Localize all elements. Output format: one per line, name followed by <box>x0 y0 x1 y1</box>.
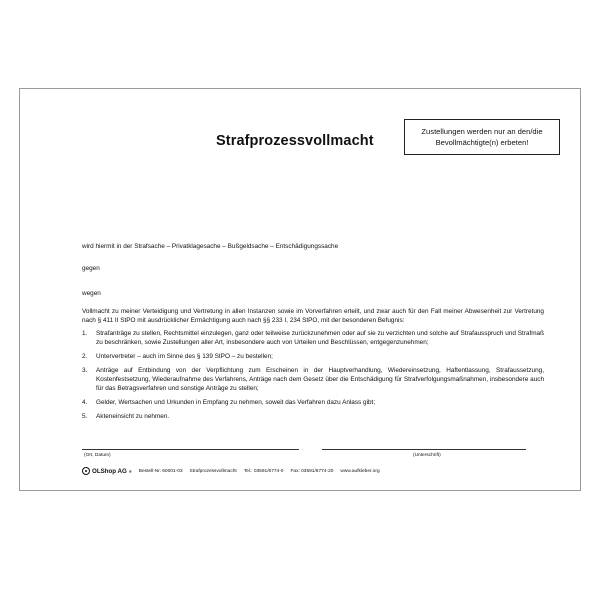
notice-line-2: Bevollmächtigte(n) erbeten! <box>435 138 529 147</box>
telephone: Tel.: 03591/6774-0 <box>243 468 284 474</box>
notice-line-1: Zustellungen werden nur an den/die <box>421 127 543 136</box>
form-title: Strafprozessvollmacht <box>216 133 374 149</box>
list-item <box>82 352 544 361</box>
item-number: 4. <box>82 399 88 406</box>
registered-mark: ® <box>128 468 132 474</box>
item-text: Anträge auf Entbindung von der Verpflichtung zum Erscheinen in der Hauptverhandlung, Wiedereinsetzung, Haftentlassung, Strafaussetzung, Kostenfestsetzung, Wiederaufnahme des Verfahrens, Anträge nach dem Gesetz über die Entschädigung für Strafverfolgungsmaßnahmen, insbesondere auch für das Betragsverfahren und sonstige Anträge zu stellen; <box>96 367 544 392</box>
place-date-line[interactable] <box>82 449 299 450</box>
item-text: Strafanträge zu stellen, Rechtsmittel einzulegen, ganz oder teilweise zurückzunehmen oder auf sie zu verzichten und solche auf Strafausspruch und Strafmaß zu beschränken, sowie Zustellungen aller Art, insbesondere auch von Urteilen und Beschlüssen, entgegenzunehmen; <box>96 330 544 346</box>
delivery-notice-box <box>404 119 560 155</box>
logo-text: OLShop AG <box>92 467 127 475</box>
form-sheet <box>19 88 581 491</box>
publisher-logo <box>82 467 132 475</box>
item-number: 2. <box>82 353 88 360</box>
place-date-label: (Ort, Datum) <box>84 453 111 458</box>
wegen-label: wegen <box>82 290 101 297</box>
item-number: 5. <box>82 413 88 420</box>
fax: Fax: 03591/6774-20 <box>290 468 334 474</box>
product-name: Strafprozessvollmacht <box>189 468 237 474</box>
item-text: Untervertreter – auch im Sinne des § 139 StPO – zu bestellen; <box>96 353 273 360</box>
authorization-intro: Vollmacht zu meiner Verteidigung und Vertretung in allen Instanzen sowie im Vorverfahren erteilt, und zwar auch für den Fall meiner Abwesenheit zur Vertretung nach § 411 II StPO mit ausdrücklicher Ermächtigung auch nach §§ 233 I, 234 StPO, mit der besonderen Befugnis: <box>82 308 544 324</box>
order-number: Bestell-Nr. 60001-03 <box>138 468 183 474</box>
logo-icon <box>82 467 90 475</box>
gegen-label: gegen <box>82 265 100 272</box>
item-number: 3. <box>82 367 88 374</box>
signature-label: (Unterschrift) <box>413 453 441 458</box>
item-text: Akteneinsicht zu nehmen. <box>96 413 170 420</box>
list-item <box>82 329 544 347</box>
case-type-line: wird hiermit in der Strafsache – Privatklagesache – Bußgeldsache – Entschädigungssache <box>82 243 339 250</box>
list-item <box>82 412 544 421</box>
powers-list <box>82 329 544 426</box>
item-text: Gelder, Wertsachen und Urkunden in Empfang zu nehmen, soweit das Verfahren dazu Anlass gibt; <box>96 399 376 406</box>
list-item <box>82 398 544 407</box>
form-footer <box>82 467 380 475</box>
signature-line[interactable] <box>322 449 526 450</box>
item-number: 1. <box>82 330 88 337</box>
website: www.aufkleber.org <box>340 468 380 474</box>
list-item <box>82 366 544 393</box>
